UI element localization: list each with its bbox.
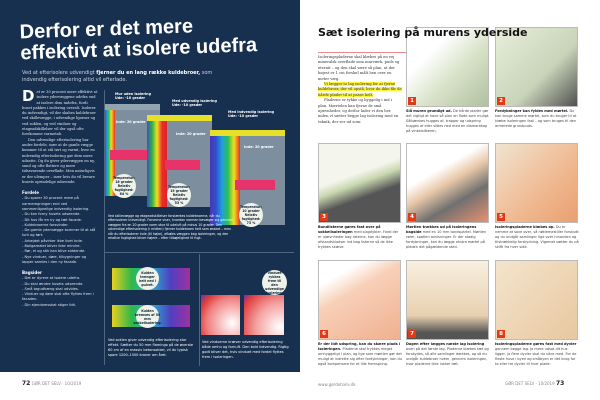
step-illustration — [318, 260, 401, 340]
inside-label: Inde: 20 grader — [116, 120, 146, 124]
floor-slab — [235, 180, 275, 190]
step-illustration — [495, 27, 578, 107]
step-caption-text: De hårde plader gør det vigtigt at have så plan en flade som muligt. Sålbænkes hugges af, trapper og udspring hugges af eller slibes ned med en diamantkop på vinkelsliberen. — [406, 109, 490, 133]
pros-item: - Boligarealet bliver ikke mindre. — [22, 244, 81, 249]
step-caption — [406, 225, 490, 250]
page-number: 72 — [22, 380, 31, 387]
cons-item: - Du skal ændre husets udseende. — [22, 281, 84, 286]
step-caption — [495, 342, 579, 367]
right-body — [318, 55, 402, 125]
inside-label: Inde: 20 grader — [244, 145, 274, 149]
step-caption — [406, 342, 490, 367]
intro-rest: som indvendig efterisolering altid vil efterlade. — [22, 70, 213, 83]
pros-item: - De gamle ydervægge kommer til at stå lunt og tørt. — [22, 228, 96, 238]
step-caption-text: Pladerne skal trykkes meget omhyggeligt i plan, og lige som mørtlen gør det muligt at indrette sig efter fordybninger, kan du også kompensere for et lille fremspring. — [318, 347, 402, 366]
step-caption-bold: Slå muren grundigt ud. — [406, 109, 452, 113]
body-paragraph: et er 30 procent mere effektivt at isolere ydervæggene udefra end at isolere dem indefra, fordi huset pakkes i isolering overalt. Isolerer du indvendigt, vil der skabes kuldebroer ved skillevægge, i udvendige hjørner og ved soklen, og ved vinduer og etageadskillelser vil der også ofte forekomme varmetab. — [22, 90, 98, 137]
magazine-name: GØR DET SELV · 10/2019 — [31, 381, 82, 386]
magazine-name: GØR DET SELV · 10/2019 — [505, 381, 555, 386]
step-illustration — [406, 27, 489, 107]
step-caption-bold: Bundlisterne gøres fast over på sokkelisoleringen — [318, 225, 381, 234]
cons-item: - Det er dyrere at isolere udefra. — [22, 276, 81, 281]
body-paragraph: Pladerne er tykke og byggelig i ind i plan. Mærtelen kan fjerne de små ujævnheder, og derfor lader vi den her, inden vi sætter begge lag isolering med en teknik, der ser ud som: — [318, 98, 399, 124]
step-number-badge: 2 — [497, 97, 505, 105]
step-caption-bold: Fordybninger kan fyldes med mørtel. — [495, 109, 569, 113]
window-diagram — [244, 295, 284, 335]
temperature-bubble: Temperatur: 19 grader Relativ fugtighed: 53 % — [167, 185, 191, 205]
pros-item: - Du sparer 30 procent mere på varmeregningen end ved sammenlignelige indvendig isolering. — [22, 196, 90, 211]
cons-item: - Vinduer og døre skal ofte flyttes frem i facaden. — [22, 292, 94, 302]
page-number: 73 — [555, 380, 565, 387]
step-caption-bold: Mørtlen trækkes ud på isoleringens bagside — [406, 225, 477, 234]
title-rule — [318, 52, 408, 53]
divider — [104, 252, 294, 253]
step-caption-bold: Er der lidt udspring, kan du skære plads i isoleringen. — [318, 342, 401, 351]
floor-slab — [110, 150, 150, 160]
step-caption-text: oven på det første lag. Pladerne klæbes tæt og forskydes, så alle samlinger dækkes, og så du undgår kuldebroer hvem, gennem isoleringen, hvor pladerne ikke lukker tæt. — [406, 347, 489, 366]
step-number-badge: 4 — [408, 213, 416, 221]
pros-item: - Arbejdet påvirker ikke livet inde. — [22, 238, 83, 243]
pros-heading: Fordele — [22, 190, 39, 196]
step-caption-text: med en 10 mm tandspartel. Mørtlen rører, spatlen anvisninger. Er der stadig fordybninger, kan du lægge ekstra mørtel på pladen det pågældende sted. — [406, 230, 487, 249]
step-caption — [406, 109, 490, 134]
step-illustration — [406, 260, 489, 340]
step-caption-bold: Isoleringspladerne klæbes op. — [495, 225, 555, 229]
wall1-label: Mur uden isolering Ude: -10 grader — [115, 92, 152, 101]
window-bubble: Vinduet rykkes frem til den udvendige isolering. — [262, 270, 287, 295]
step-number-badge: 8 — [497, 330, 505, 338]
step-illustration — [495, 143, 578, 223]
step-illustration — [406, 143, 489, 223]
intro — [22, 70, 222, 84]
sokkel-bubble: Kulden bremses af 50 mm sokkelisolering. — [136, 305, 159, 328]
cons-item: - Din ejendomsskat stiger lidt. — [22, 302, 77, 307]
floor-slab — [165, 160, 200, 170]
diagram-caption: Ved skillevægge og etageadskillelser forstærkes kuldebroerne, når du efterisolerer indvendigt. Farverne viser, hvordan varmen bevæger sig gennem væggen fra en 20 grader varm stue til udeluft på minus 10 grader. Den udvendige efterisolering (i midten) fjerner kuldebroen helt som ønsket – men når du efterisolerer inde (til højre), afkøles væggen bag isoleringen, og den relative fugtighed bliver højere – efter tilbøjelighed til fugt. — [108, 214, 234, 241]
step-caption-text: Du er nemme at save over, så nøklemestiller forskudt og du undgår samlinger lige over hinanden og tilstrækkelig forskydning. Vigemet sætter du på skiftl fra hver side. — [495, 225, 579, 249]
pros-list — [22, 196, 98, 265]
step-number-badge: 7 — [408, 330, 416, 338]
step-caption — [495, 225, 579, 250]
pros-item: - Nye vinduer, døre, tilbygninger og lapper samles i den ny facade. — [22, 254, 87, 264]
highlighted-text: Vi lægger to lag isolering for at fjerne kuldebroer, der vil opstå, hvor du ikke får de hårde plader til at passe helt. — [318, 82, 402, 97]
cons-list — [22, 276, 98, 308]
step-caption — [495, 109, 579, 129]
pros-item: - Dit hus får en ny og tæt facade. — [22, 217, 82, 222]
pros-item: - Rør, el og stik kan blive siddende. — [22, 249, 86, 254]
website-url: www.gørdetselv.dk — [318, 382, 356, 387]
page-title: Derfor er det mere effektivt at isolere udefra — [19, 15, 258, 65]
step-number-badge: 5 — [497, 213, 505, 221]
step-number-badge: 3 — [320, 213, 328, 221]
wall3-label: Med indvendig isolering Ude: -10 grader — [228, 110, 275, 119]
intro-bold: fjerner du en lang række kuldebroer, — [96, 70, 201, 76]
cons-heading: Bagsider — [22, 270, 42, 276]
sokkel-caption: Ved soklen giver udvendig efterisolering stor effekt. Sætter du 50 mm flamingo på de øverste 60 cm af en massiv betonsokkel, vil du typisk spare 1200–1500 kroner om året. — [108, 338, 194, 357]
body-column — [22, 87, 98, 308]
heat-gradient — [147, 121, 167, 207]
step-illustration — [318, 143, 401, 223]
window-diagram — [201, 295, 240, 335]
step-caption-bold: Isoleringspladerne gøres fast med dyvler — [495, 342, 577, 346]
sokkel-bubble: Kulden trænger helt ned i gulvet. — [136, 267, 159, 290]
right-footer — [505, 380, 564, 387]
section-title: Sæt isolering på murens yderside — [318, 26, 528, 39]
step-caption — [318, 225, 402, 250]
temperature-bubble: Temperatur: 10 grader Relativ fugtighed: 73 % — [239, 205, 263, 225]
divider — [199, 254, 200, 366]
inside-label: Inde: 20 grader — [176, 132, 206, 136]
step-caption-text: gennem begge lag. Jo mere udsat dit hus ligger, jo flere dyvler skal du sikre med. For de fleste huse i byen og småbyen er det brug for to eller tre dyvler til hver plade. — [495, 347, 577, 366]
cons-item: - Små tagudhæng skal udvides. — [22, 286, 79, 291]
intro-text: Ved at efterisolere udvendigt — [22, 70, 97, 76]
step-caption — [318, 342, 402, 367]
pros-item: - Du kan forny husets udseende. — [22, 212, 81, 217]
temperature-bubble: Temperatur: 16 grader Relativ fugtighed: 64 % — [112, 176, 136, 196]
step-number-badge: 6 — [320, 330, 328, 338]
step-number-badge: 1 — [408, 97, 416, 105]
wall2-label: Med udvendig isolering Ude: -10 grader — [172, 99, 217, 108]
step-caption-text: Du kan bruge samme mørtel, som du bruger til at klæbe isoleringen fast – og som bruges til den armerede grundpuds. — [495, 109, 577, 128]
step-caption-text: med slagdybler. Fordi der er ujævnheder bag listerne, kan du lægge afstandsklodser ind bag listerne så de ikke trykkes skæve. — [318, 230, 399, 249]
drop-cap: D — [22, 87, 35, 105]
step-illustration — [495, 260, 578, 340]
pros-item: - Kuldebroerne forsvinder. — [22, 222, 69, 227]
body-paragraph: Den udvendige efterisolering har andre fordele, især at de gamle vægge kommer til at stå tørt og varmt, hvor en indvendig efterisolering gør dem mere udsatte. Og du giver ydervæggen en ny, sund og ofte flottere og mere tidssvarende overflade. Men naturligvis er der ulemper – især hvis du vil bevare husets oprindelige udseende. — [22, 137, 95, 185]
step-caption-bold: Dagen efter lægges næste lag isolering — [406, 342, 485, 346]
left-footer — [22, 380, 81, 387]
window-caption: Ved vinduerne kræver udvendig efterisolering både omhu og fornuft. Den kold indvendig. Rigtig godt bliver det, hvis vinduet med fordel flyttes frem i isoleringen. — [202, 340, 289, 359]
body-paragraph: Isoleringspladerne skal klæbes på en vej mineralsk overflade som murværk, puds og eternit – og den skal være så plan, at der højest er 1 cm forskel målt hen over en meter væg. — [318, 55, 400, 81]
